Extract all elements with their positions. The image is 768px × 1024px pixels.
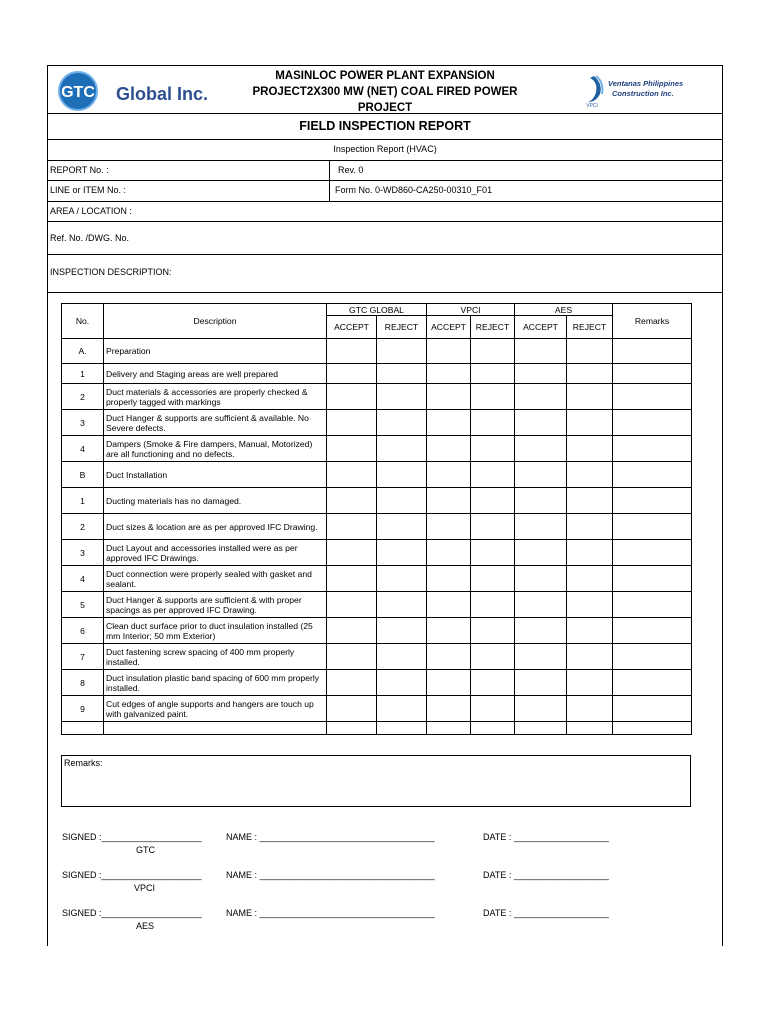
vpci-reject-cell[interactable] [471, 488, 515, 514]
gtc-reject-cell[interactable] [377, 514, 427, 540]
row-remarks-cell[interactable] [613, 410, 692, 436]
line-item-row [48, 180, 722, 202]
gtc-reject-cell[interactable] [377, 592, 427, 618]
inspection-description-label: INSPECTION DESCRIPTION: [50, 267, 172, 277]
row-number: 3 [62, 540, 104, 566]
gtc-accept-cell[interactable] [327, 339, 377, 364]
row-remarks-cell[interactable] [613, 566, 692, 592]
table-row [62, 618, 692, 644]
vpci-reject-cell[interactable] [471, 410, 515, 436]
aes-reject-cell[interactable] [567, 722, 613, 735]
subtitle-row [48, 139, 722, 161]
aes-accept-cell[interactable] [515, 436, 567, 462]
col-remarks-header: Remarks [613, 304, 692, 339]
aes-accept-cell[interactable] [515, 540, 567, 566]
table-row [62, 722, 692, 735]
vpci-accept-cell[interactable] [427, 670, 471, 696]
gtc-accept-cell[interactable] [327, 592, 377, 618]
row-description: Duct sizes & location are as per approved IFC Drawing. [104, 514, 327, 540]
report-no-row [48, 160, 722, 181]
row-remarks-cell[interactable] [613, 670, 692, 696]
row-remarks-cell[interactable] [613, 339, 692, 364]
gtc-accept-cell[interactable] [327, 696, 377, 722]
gtc-reject-cell[interactable] [377, 364, 427, 384]
table-row [62, 670, 692, 696]
aes-accept-cell[interactable] [515, 696, 567, 722]
ref-dwg-label: Ref. No. /DWG. No. [50, 233, 130, 243]
aes-accept-cell[interactable] [515, 722, 567, 735]
signatory-party: VPCI [134, 883, 156, 893]
signed-field[interactable]: SIGNED :____________________ [62, 832, 202, 842]
vpci-accept-cell[interactable] [427, 566, 471, 592]
report-no-label: REPORT No. : [50, 165, 109, 175]
gtc-reject-cell[interactable] [377, 644, 427, 670]
row-number: 1 [62, 488, 104, 514]
vpci-accept-cell[interactable] [427, 410, 471, 436]
row-remarks-cell[interactable] [613, 592, 692, 618]
row-remarks-cell[interactable] [613, 384, 692, 410]
row-description: Preparation [104, 339, 327, 364]
aes-accept-cell[interactable] [515, 364, 567, 384]
vpci-reject-cell[interactable] [471, 540, 515, 566]
aes-reject-cell[interactable] [567, 384, 613, 410]
gtc-reject-cell[interactable] [377, 488, 427, 514]
row-number: 8 [62, 670, 104, 696]
table-row [62, 696, 692, 722]
ref-row [48, 221, 722, 255]
row-description: Clean duct surface prior to duct insulation installed (25 mm Interior; 50 mm Exterior) [104, 618, 327, 644]
form-no-value: Form No. 0-WD860-CA250-00310_F01 [335, 185, 493, 195]
row-description: Duct Layout and accessories installed were as per approved IFC Drawings. [104, 540, 327, 566]
group-aes-header: AES [515, 304, 613, 316]
aes-reject-cell[interactable] [567, 592, 613, 618]
vpci-accept-cell[interactable] [427, 644, 471, 670]
gtc-reject-header: REJECT [377, 316, 427, 339]
gtc-reject-cell[interactable] [377, 339, 427, 364]
gtc-reject-cell[interactable] [377, 696, 427, 722]
vpci-reject-cell[interactable] [471, 618, 515, 644]
row-description: Duct fastening screw spacing of 400 mm properly installed. [104, 644, 327, 670]
gtc-accept-cell[interactable] [327, 488, 377, 514]
aes-reject-cell[interactable] [567, 339, 613, 364]
gtc-accept-cell[interactable] [327, 384, 377, 410]
table-row [62, 514, 692, 540]
aes-reject-cell[interactable] [567, 410, 613, 436]
row-remarks-cell[interactable] [613, 488, 692, 514]
aes-reject-cell[interactable] [567, 644, 613, 670]
row-number: 4 [62, 566, 104, 592]
vpci-reject-cell[interactable] [471, 566, 515, 592]
project-title-line-3: PROJECT [357, 102, 413, 114]
gtc-reject-cell[interactable] [377, 462, 427, 488]
signatory-party: GTC [136, 845, 155, 855]
row-number: 2 [62, 514, 104, 540]
aes-accept-cell[interactable] [515, 339, 567, 364]
vpci-logo-mark: VPCI [586, 103, 598, 108]
aes-accept-cell[interactable] [515, 670, 567, 696]
vpci-accept-header: ACCEPT [427, 316, 471, 339]
row-number: 6 [62, 618, 104, 644]
gtc-reject-cell[interactable] [377, 618, 427, 644]
header-row [48, 66, 722, 114]
aes-accept-cell[interactable] [515, 410, 567, 436]
report-subtitle: Inspection Report (HVAC) [333, 144, 437, 154]
gtc-accept-cell[interactable] [327, 618, 377, 644]
name-field[interactable]: NAME : ___________________________________ [226, 908, 435, 918]
aes-reject-cell[interactable] [567, 696, 613, 722]
vpci-accept-cell[interactable] [427, 540, 471, 566]
vpci-reject-cell[interactable] [471, 722, 515, 735]
report-title: FIELD INSPECTION REPORT [299, 119, 471, 133]
remarks-box[interactable] [61, 755, 691, 807]
group-gtc-header: GTC GLOBAL [327, 304, 427, 316]
aes-accept-cell[interactable] [515, 566, 567, 592]
vpci-accept-cell[interactable] [427, 384, 471, 410]
vpci-accept-cell[interactable] [427, 696, 471, 722]
vpci-accept-cell[interactable] [427, 592, 471, 618]
aes-reject-cell[interactable] [567, 488, 613, 514]
line-item-label: LINE or ITEM No. : [50, 185, 127, 195]
row-number: 3 [62, 410, 104, 436]
signed-field[interactable]: SIGNED :____________________ [62, 908, 202, 918]
vpci-reject-cell[interactable] [471, 514, 515, 540]
row-number: 9 [62, 696, 104, 722]
inspection-table [61, 303, 692, 735]
group-vpci-header: VPCI [427, 304, 515, 316]
col-description-header: Description [104, 304, 327, 339]
aes-accept-header: ACCEPT [515, 316, 567, 339]
row-remarks-cell[interactable] [613, 364, 692, 384]
row-remarks-cell[interactable] [613, 696, 692, 722]
gtc-accept-cell[interactable] [327, 670, 377, 696]
vpci-accept-cell[interactable] [427, 462, 471, 488]
aes-reject-cell[interactable] [567, 436, 613, 462]
date-field[interactable]: DATE : ___________________ [483, 870, 609, 880]
vpci-logo-line-2: Construction Inc. [612, 89, 674, 98]
title-row [48, 113, 722, 140]
row-description: Duct Hanger & supports are sufficient & available. No Severe defects. [104, 410, 327, 436]
row-number: B [62, 462, 104, 488]
table-row [62, 410, 692, 436]
vpci-reject-cell[interactable] [471, 436, 515, 462]
table-row [62, 384, 692, 410]
gtc-reject-cell[interactable] [377, 436, 427, 462]
vpci-accept-cell[interactable] [427, 722, 471, 735]
row-description: Duct connection were properly sealed with gasket and sealant. [104, 566, 327, 592]
date-field[interactable]: DATE : ___________________ [483, 908, 609, 918]
row-description: Duct Hanger & supports are sufficient & with proper spacings as per approved IFC Drawing. [104, 592, 327, 618]
project-title-line-2: PROJECT2X300 MW (NET) COAL FIRED POWER [252, 86, 518, 98]
row-remarks-cell[interactable] [613, 722, 692, 735]
aes-reject-cell[interactable] [567, 462, 613, 488]
vpci-reject-cell[interactable] [471, 696, 515, 722]
row-description: Duct insulation plastic band spacing of 600 mm properly installed. [104, 670, 327, 696]
gtc-reject-cell[interactable] [377, 540, 427, 566]
vpci-reject-cell[interactable] [471, 384, 515, 410]
vpci-accept-cell[interactable] [427, 618, 471, 644]
date-field[interactable]: DATE : ___________________ [483, 832, 609, 842]
gtc-accept-cell[interactable] [327, 644, 377, 670]
table-row [62, 436, 692, 462]
vpci-reject-header: REJECT [471, 316, 515, 339]
row-number [62, 722, 104, 735]
vpci-accept-cell[interactable] [427, 364, 471, 384]
gtc-accept-cell[interactable] [327, 364, 377, 384]
name-field[interactable]: NAME : ___________________________________ [226, 832, 435, 842]
revision-value: Rev. 0 [338, 165, 364, 175]
row-remarks-cell[interactable] [613, 540, 692, 566]
row-number: 1 [62, 364, 104, 384]
name-field[interactable]: NAME : ___________________________________ [226, 870, 435, 880]
vpci-logo [584, 72, 684, 108]
remarks-label: Remarks: [64, 758, 103, 768]
vpci-reject-cell[interactable] [471, 592, 515, 618]
row-number: 4 [62, 436, 104, 462]
aes-reject-cell[interactable] [567, 514, 613, 540]
row-description: Duct Installation [104, 462, 327, 488]
gtc-logo [56, 70, 221, 112]
table-row [62, 364, 692, 384]
gtc-reject-cell[interactable] [377, 722, 427, 735]
row-number: 5 [62, 592, 104, 618]
row-description: Ducting materials has no damaged. [104, 488, 327, 514]
gtc-accept-cell[interactable] [327, 514, 377, 540]
gtc-accept-cell[interactable] [327, 566, 377, 592]
vpci-reject-cell[interactable] [471, 339, 515, 364]
vpci-reject-cell[interactable] [471, 364, 515, 384]
aes-reject-cell[interactable] [567, 364, 613, 384]
row-remarks-cell[interactable] [613, 436, 692, 462]
aes-accept-cell[interactable] [515, 462, 567, 488]
vpci-accept-cell[interactable] [427, 514, 471, 540]
description-row [48, 254, 722, 293]
row-remarks-cell[interactable] [613, 514, 692, 540]
aes-accept-cell[interactable] [515, 618, 567, 644]
project-title-line-1: MASINLOC POWER PLANT EXPANSION [275, 70, 495, 82]
aes-accept-cell[interactable] [515, 514, 567, 540]
row-remarks-cell[interactable] [613, 462, 692, 488]
gtc-reject-cell[interactable] [377, 566, 427, 592]
aes-reject-header: REJECT [567, 316, 613, 339]
aes-reject-cell[interactable] [567, 618, 613, 644]
gtc-accept-cell[interactable] [327, 540, 377, 566]
gtc-accept-header: ACCEPT [327, 316, 377, 339]
row-description: Cut edges of angle supports and hangers are touch up with galvanized paint. [104, 696, 327, 722]
vpci-logo-line-1: Ventanas Philippines [608, 79, 684, 88]
vpci-reject-cell[interactable] [471, 462, 515, 488]
table-row [62, 644, 692, 670]
aes-accept-cell[interactable] [515, 592, 567, 618]
aes-reject-cell[interactable] [567, 670, 613, 696]
gtc-accept-cell[interactable] [327, 722, 377, 735]
gtc-accept-cell[interactable] [327, 436, 377, 462]
vpci-reject-cell[interactable] [471, 644, 515, 670]
aes-accept-cell[interactable] [515, 384, 567, 410]
signed-field[interactable]: SIGNED :____________________ [62, 870, 202, 880]
row-number: 2 [62, 384, 104, 410]
row-remarks-cell[interactable] [613, 644, 692, 670]
gtc-logo-text: Global Inc. [116, 84, 209, 104]
gtc-accept-cell[interactable] [327, 462, 377, 488]
aes-reject-cell[interactable] [567, 540, 613, 566]
area-row [48, 201, 722, 222]
project-title [230, 68, 540, 116]
row-remarks-cell[interactable] [613, 618, 692, 644]
table-row [62, 488, 692, 514]
aes-accept-cell[interactable] [515, 488, 567, 514]
area-location-label: AREA / LOCATION : [50, 206, 132, 216]
table-row [62, 540, 692, 566]
row-description: Dampers (Smoke & Fire dampers, Manual, Motorized) are all functioning and no defects. [104, 436, 327, 462]
row-description: Duct materials & accessories are properly checked & properly tagged with markings [104, 384, 327, 410]
table-row [62, 339, 692, 364]
col-no-header: No. [62, 304, 104, 339]
table-row [62, 462, 692, 488]
row-description [104, 722, 327, 735]
aes-accept-cell[interactable] [515, 644, 567, 670]
vpci-accept-cell[interactable] [427, 339, 471, 364]
gtc-reject-cell[interactable] [377, 670, 427, 696]
gtc-logo-mark: GTC [61, 84, 95, 101]
aes-reject-cell[interactable] [567, 566, 613, 592]
vpci-reject-cell[interactable] [471, 670, 515, 696]
table-header-row-1 [62, 304, 692, 316]
vpci-accept-cell[interactable] [427, 488, 471, 514]
gtc-reject-cell[interactable] [377, 410, 427, 436]
gtc-reject-cell[interactable] [377, 384, 427, 410]
row-description: Delivery and Staging areas are well prepared [104, 364, 327, 384]
gtc-accept-cell[interactable] [327, 410, 377, 436]
vpci-accept-cell[interactable] [427, 436, 471, 462]
row-number: 7 [62, 644, 104, 670]
signatory-party: AES [136, 921, 155, 931]
table-row [62, 592, 692, 618]
row-number: A. [62, 339, 104, 364]
table-row [62, 566, 692, 592]
